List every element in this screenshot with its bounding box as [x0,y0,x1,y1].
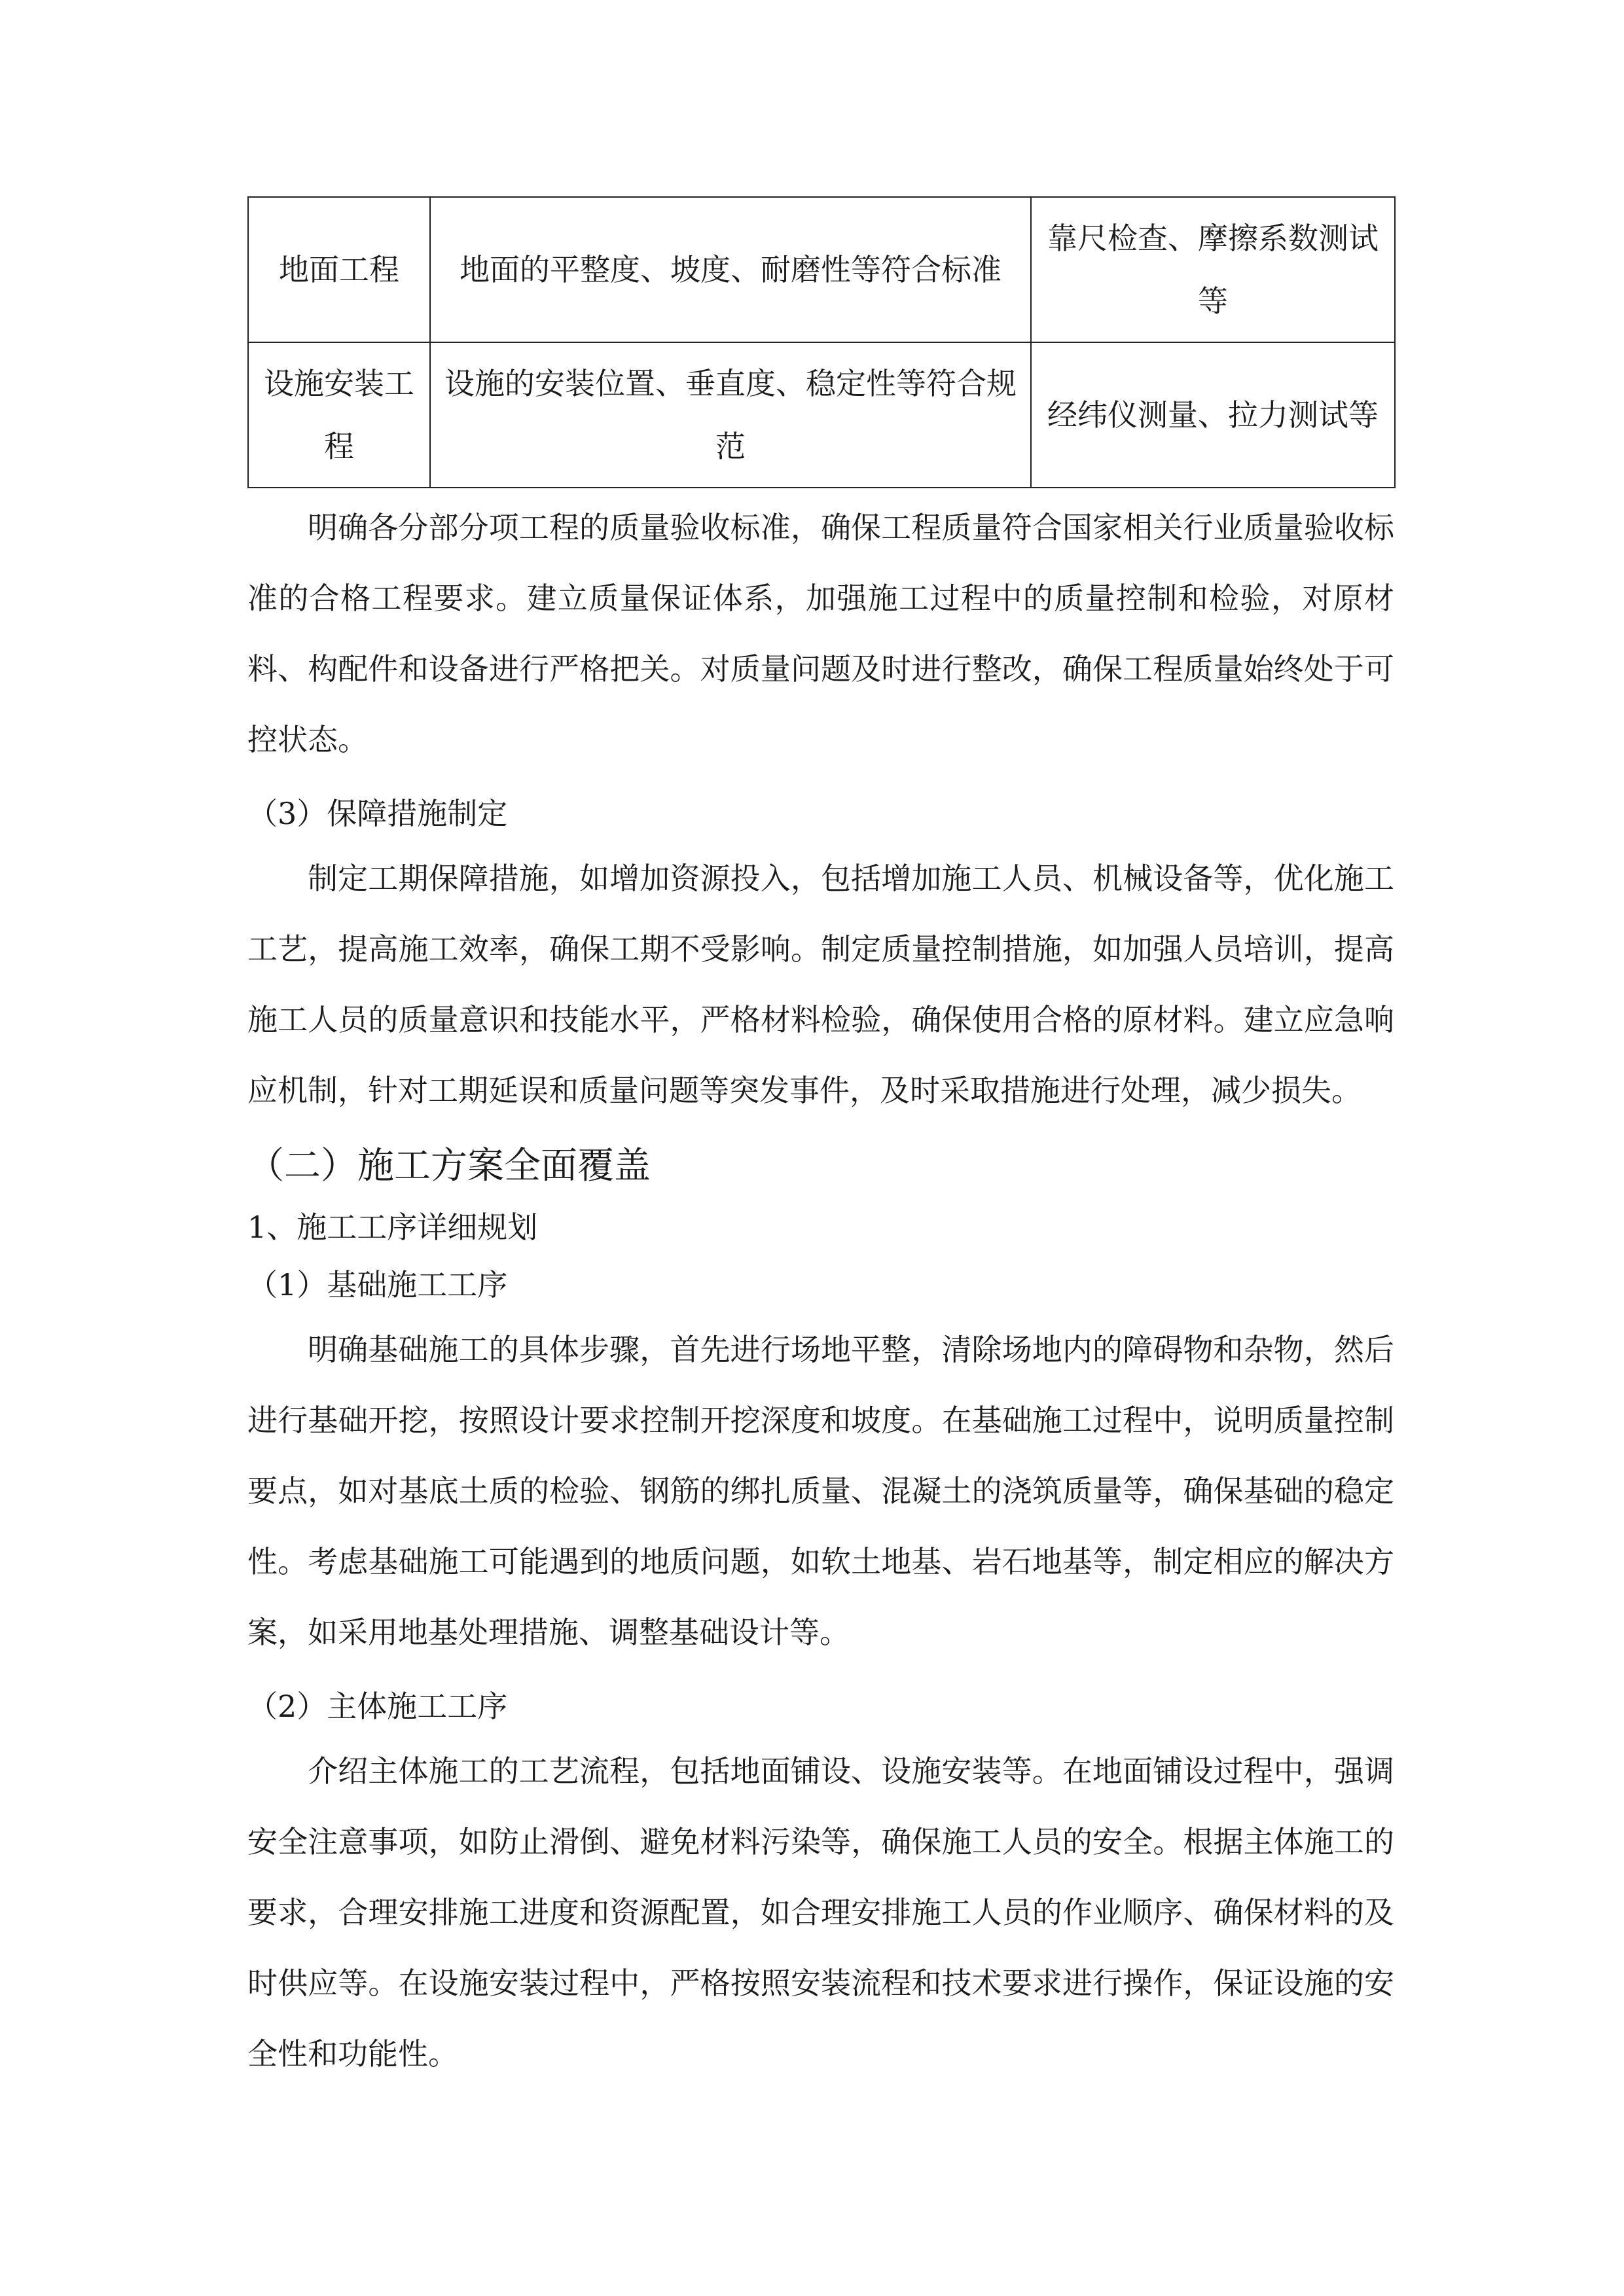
paragraph-main-process: 介绍主体施工的工艺流程，包括地面铺设、设施安装等。在地面铺设过程中，强调安全注意事项，如防止滑倒、避免材料污染等，确保施工人员的安全。根据主体施工的要求，合理安排施工进度和资源配置，如合理安排施工人员的作业顺序、确保材料的及时供应等。在设施安装过程中，严格按照安装流程和技术要求进行操作，保证设施的安全性和功能性。 [247,1753,1394,2072]
subheading-main-process: （2）主体施工工序 [247,1689,508,1724]
paragraph-quality-acceptance: 明确各分部分项工程的质量验收标准，确保工程质量符合国家相关行业质量验收标准的合格工程要求。建立质量保证体系，加强施工过程中的质量控制和检验，对原材料、构配件和设备进行严格把关。对质量问题及时进行整改，确保工程质量始终处于可控状态。 [247,510,1394,757]
document-page [247,196,1394,2089]
table-row [248,342,1395,488]
subheading-foundation-process: （1）基础施工工序 [247,1267,508,1302]
section-heading-construction-plan: （二）施工方案全面覆盖 [247,1145,651,1187]
paragraph-guarantee-measures: 制定工期保障措施，如增加资源投入，包括增加施工人员、机械设备等，优化施工工艺，提高施工效率，确保工期不受影响。制定质量控制措施，如加强人员培训，提高施工人员的质量意识和技能水平，严格材料检验，确保使用合格的原材料。建立应急响应机制，针对工期延误和质量问题等突发事件，及时采取措施进行处理，减少损失。 [247,861,1394,1108]
table-row [248,197,1395,342]
table-cell-standard: 设施的安装位置、垂直度、稳定性等符合规范 [430,342,1031,488]
table-cell-standard: 地面的平整度、坡度、耐磨性等符合标准 [430,197,1031,342]
table-cell-item: 设施安装工程 [248,342,430,488]
subsection-heading-process-planning: 1、施工工序详细规划 [247,1210,538,1245]
table-cell-item: 地面工程 [248,197,430,342]
table-cell-method: 靠尺检查、摩擦系数测试等 [1031,197,1395,342]
acceptance-standard-table [247,196,1396,488]
subheading-guarantee-measures: （3）保障措施制定 [247,796,508,831]
table-cell-method: 经纬仪测量、拉力测试等 [1031,342,1395,488]
paragraph-foundation-process: 明确基础施工的具体步骤，首先进行场地平整，清除场地内的障碍物和杂物，然后进行基础开挖，按照设计要求控制开挖深度和坡度。在基础施工过程中，说明质量控制要点，如对基底土质的检验、钢筋的绑扎质量、混凝土的浇筑质量等，确保基础的稳定性。考虑基础施工可能遇到的地质问题，如软土地基、岩石地基等，制定相应的解决方案，如采用地基处理措施、调整基础设计等。 [247,1332,1394,1650]
